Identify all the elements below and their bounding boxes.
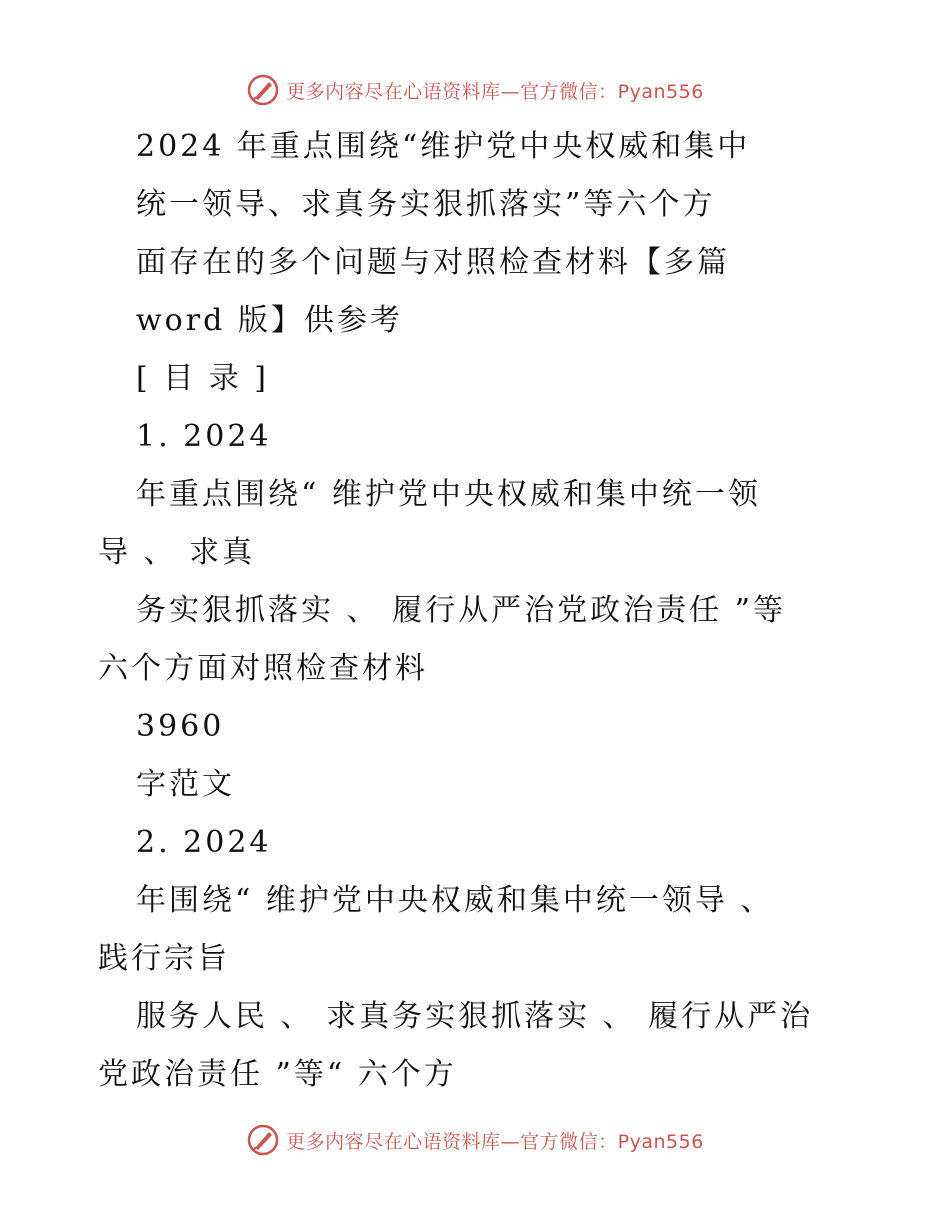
toc-item-1-suffix: 字范文 <box>136 767 235 802</box>
toc-item-2-line-2: 践行宗旨 <box>98 941 230 976</box>
document-title-line-1: 2024 年重点围绕“维护党中央权威和集中 <box>136 129 751 164</box>
document-title-line-4: word 版】供参考 <box>136 303 403 338</box>
toc-item-1-number: 1. 2024 <box>136 419 272 454</box>
footer-banner-text: 更多内容尽在心语资料库—官方微信：Pyan556 <box>286 1130 704 1153</box>
toc-heading: [ 目 录 ] <box>136 361 270 396</box>
toc-item-1-line-4: 六个方面对照检查材料 <box>98 651 428 686</box>
header-banner <box>0 70 950 110</box>
toc-item-2-number: 2. 2024 <box>136 825 272 860</box>
footer-banner <box>0 1120 950 1160</box>
toc-item-2-line-3: 服务人民 、 求真务实狠抓落实 、 履行从严治 <box>136 999 814 1034</box>
quill-pen-logo-icon <box>246 1123 280 1157</box>
document-title-line-2: 统一领导、求真务实狠抓落实”等六个方 <box>136 187 716 222</box>
toc-item-2-line-4: 党政治责任 ”等“ 六个方 <box>98 1057 457 1092</box>
toc-item-2-line-1: 年围绕“ 维护党中央权威和集中统一领导 、 <box>136 883 774 918</box>
document-title-line-3: 面存在的多个问题与对照检查材料【多篇 <box>136 245 730 280</box>
toc-item-1-line-2: 导 、 求真 <box>98 535 256 570</box>
document-body <box>98 118 898 1104</box>
toc-item-1-wordcount: 3960 <box>136 709 225 744</box>
quill-pen-logo-icon <box>246 73 280 107</box>
toc-item-1-line-1: 年重点围绕“ 维护党中央权威和集中统一领 <box>136 477 761 512</box>
header-banner-text: 更多内容尽在心语资料库—官方微信：Pyan556 <box>286 80 704 103</box>
toc-item-1-line-3: 务实狠抓落实 、 履行从严治党政治责任 ”等 <box>136 593 786 628</box>
